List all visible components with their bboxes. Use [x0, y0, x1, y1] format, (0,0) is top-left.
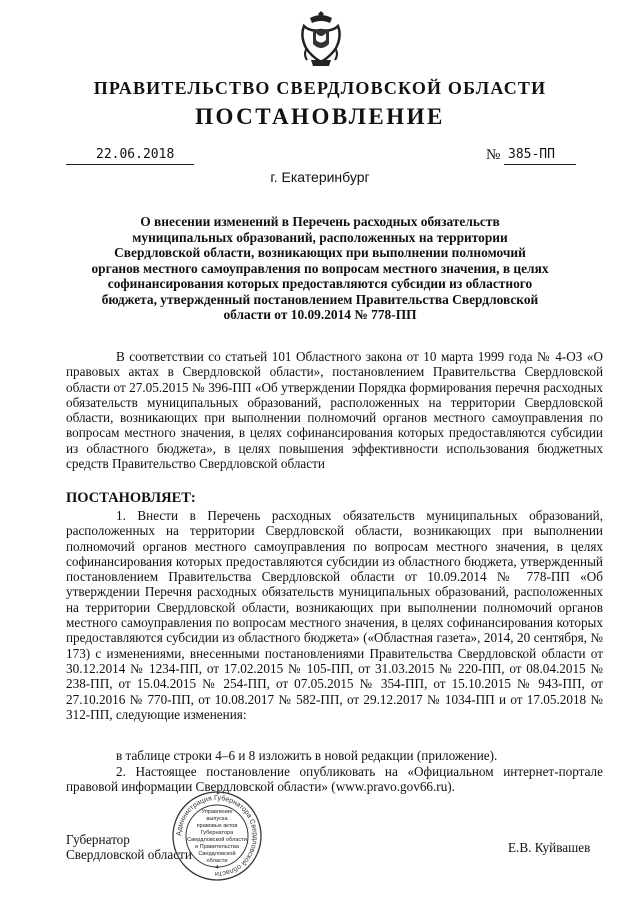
date-underline	[66, 164, 194, 165]
stamp-line: Свердловской	[198, 851, 236, 857]
stamp-ring-text: Администрация Губернатора Свердловской области	[175, 794, 259, 878]
item-1-sub-paragraph: в таблице строки 4–6 и 8 изложить в новой редакции (приложение).	[116, 748, 498, 763]
stamp-line: области	[206, 858, 228, 864]
resolves-heading: ПОСТАНОВЛЯЕТ:	[66, 490, 196, 506]
city: г. Екатеринбург	[270, 169, 370, 185]
document-title: О внесении изменений в Перечень расходных обязательств муниципальных образований, расположенных на территории Свердловской области, возникающих при выполнении полномочий органов местного самоуправления по вопросам местного значения, в целях софинансирования которых предоставляются субсидии из областного бюджета, утвержденный постановлением Правительства Свердловской области от 10.09.2014 № 778-ПП	[91, 214, 549, 322]
stamp-line: и Правительства	[195, 844, 239, 850]
document-number: 385-ПП	[508, 147, 555, 162]
signatory-position-line-1: Губернатор	[66, 832, 130, 847]
stamp-line: Управление	[201, 809, 233, 815]
stamp-line: Свердловской области	[187, 837, 247, 843]
document-date: 22.06.2018	[96, 147, 175, 162]
official-stamp	[171, 790, 263, 882]
number-underline	[504, 164, 576, 165]
stamp-line: 4	[215, 865, 219, 871]
organization-name: ПРАВИТЕЛЬСТВО СВЕРДЛОВСКОЙ ОБЛАСТИ	[93, 78, 547, 98]
item-1-paragraph: 1. Внести в Перечень расходных обязательств муниципальных образований, расположенных на территории Свердловской области, возникающих при выполнении полномочий органов местного самоуправления по вопросам местного значения, в целях софинансирования которых предоставляются субсидии из областного бюджета, утвержденный постановлением Правительства Свердловской области от 10.09.2014 № 778-ПП «Об утверждении Перечня расходных обязательств муниципальных образований, расположенных на территории Свердловской области, возникающих при выполнении полномочий органов местного самоуправления по вопросам местного значения, в целях софинансирования которых предоставляются субсидии из областного бюджета» («Областная газета», 2014, 20 сентября, № 173) с изменениями, внесенными постановлениями Правительства Свердловской области от 30.12.2014 № 1234-ПП, от 17.02.2015 № 105-ПП, от 31.03.2015 № 220-ПП, от 08.04.2015 № 238-ПП, от 15.04.2015 № 254-ПП, от 07.05.2015 № 354-ПП, от 15.10.2015 № 943-ПП, от 27.10.2016 № 770-ПП, от 10.08.2017 № 582-ПП, от 29.12.2017 № 1034-ПП и от 17.05.2018 № 312-ПП, следующие изменения:	[66, 508, 603, 722]
document-type: ПОСТАНОВЛЕНИЕ	[195, 104, 445, 129]
signatory-name: Е.В. Куйвашев	[508, 840, 591, 855]
stamp-line: выпуска	[206, 816, 228, 822]
stamp-line: правовых актов	[196, 823, 238, 829]
number-sign: №	[486, 147, 501, 163]
item-2-paragraph: 2. Настоящее постановление опубликовать на «Официальном интернет-портале правовой информации Свердловской области» (www.pravo.gov66.ru).	[66, 764, 603, 795]
coat-of-arms-icon	[299, 8, 343, 70]
preamble-paragraph: В соответствии со статьей 101 Областного закона от 10 марта 1999 года № 4-ОЗ «О правовых актах в Свердловской области», постановлением Правительства Свердловской области от 27.05.2015 № 396-ПП «Об утверждении Порядка формирования перечня расходных обязательств муниципальных образований, расположенных на территории Свердловской области, возникающих при выполнении полномочий органов местного самоуправления по вопросам местного значения, в целях софинансирования которых предоставляются субсидии из областного бюджета», в целях повышения эффективности использования бюджетных средств Правительство Свердловской области	[66, 349, 603, 472]
stamp-line: Губернатора	[200, 830, 234, 836]
signatory-position-line-2: Свердловской области	[66, 847, 192, 863]
